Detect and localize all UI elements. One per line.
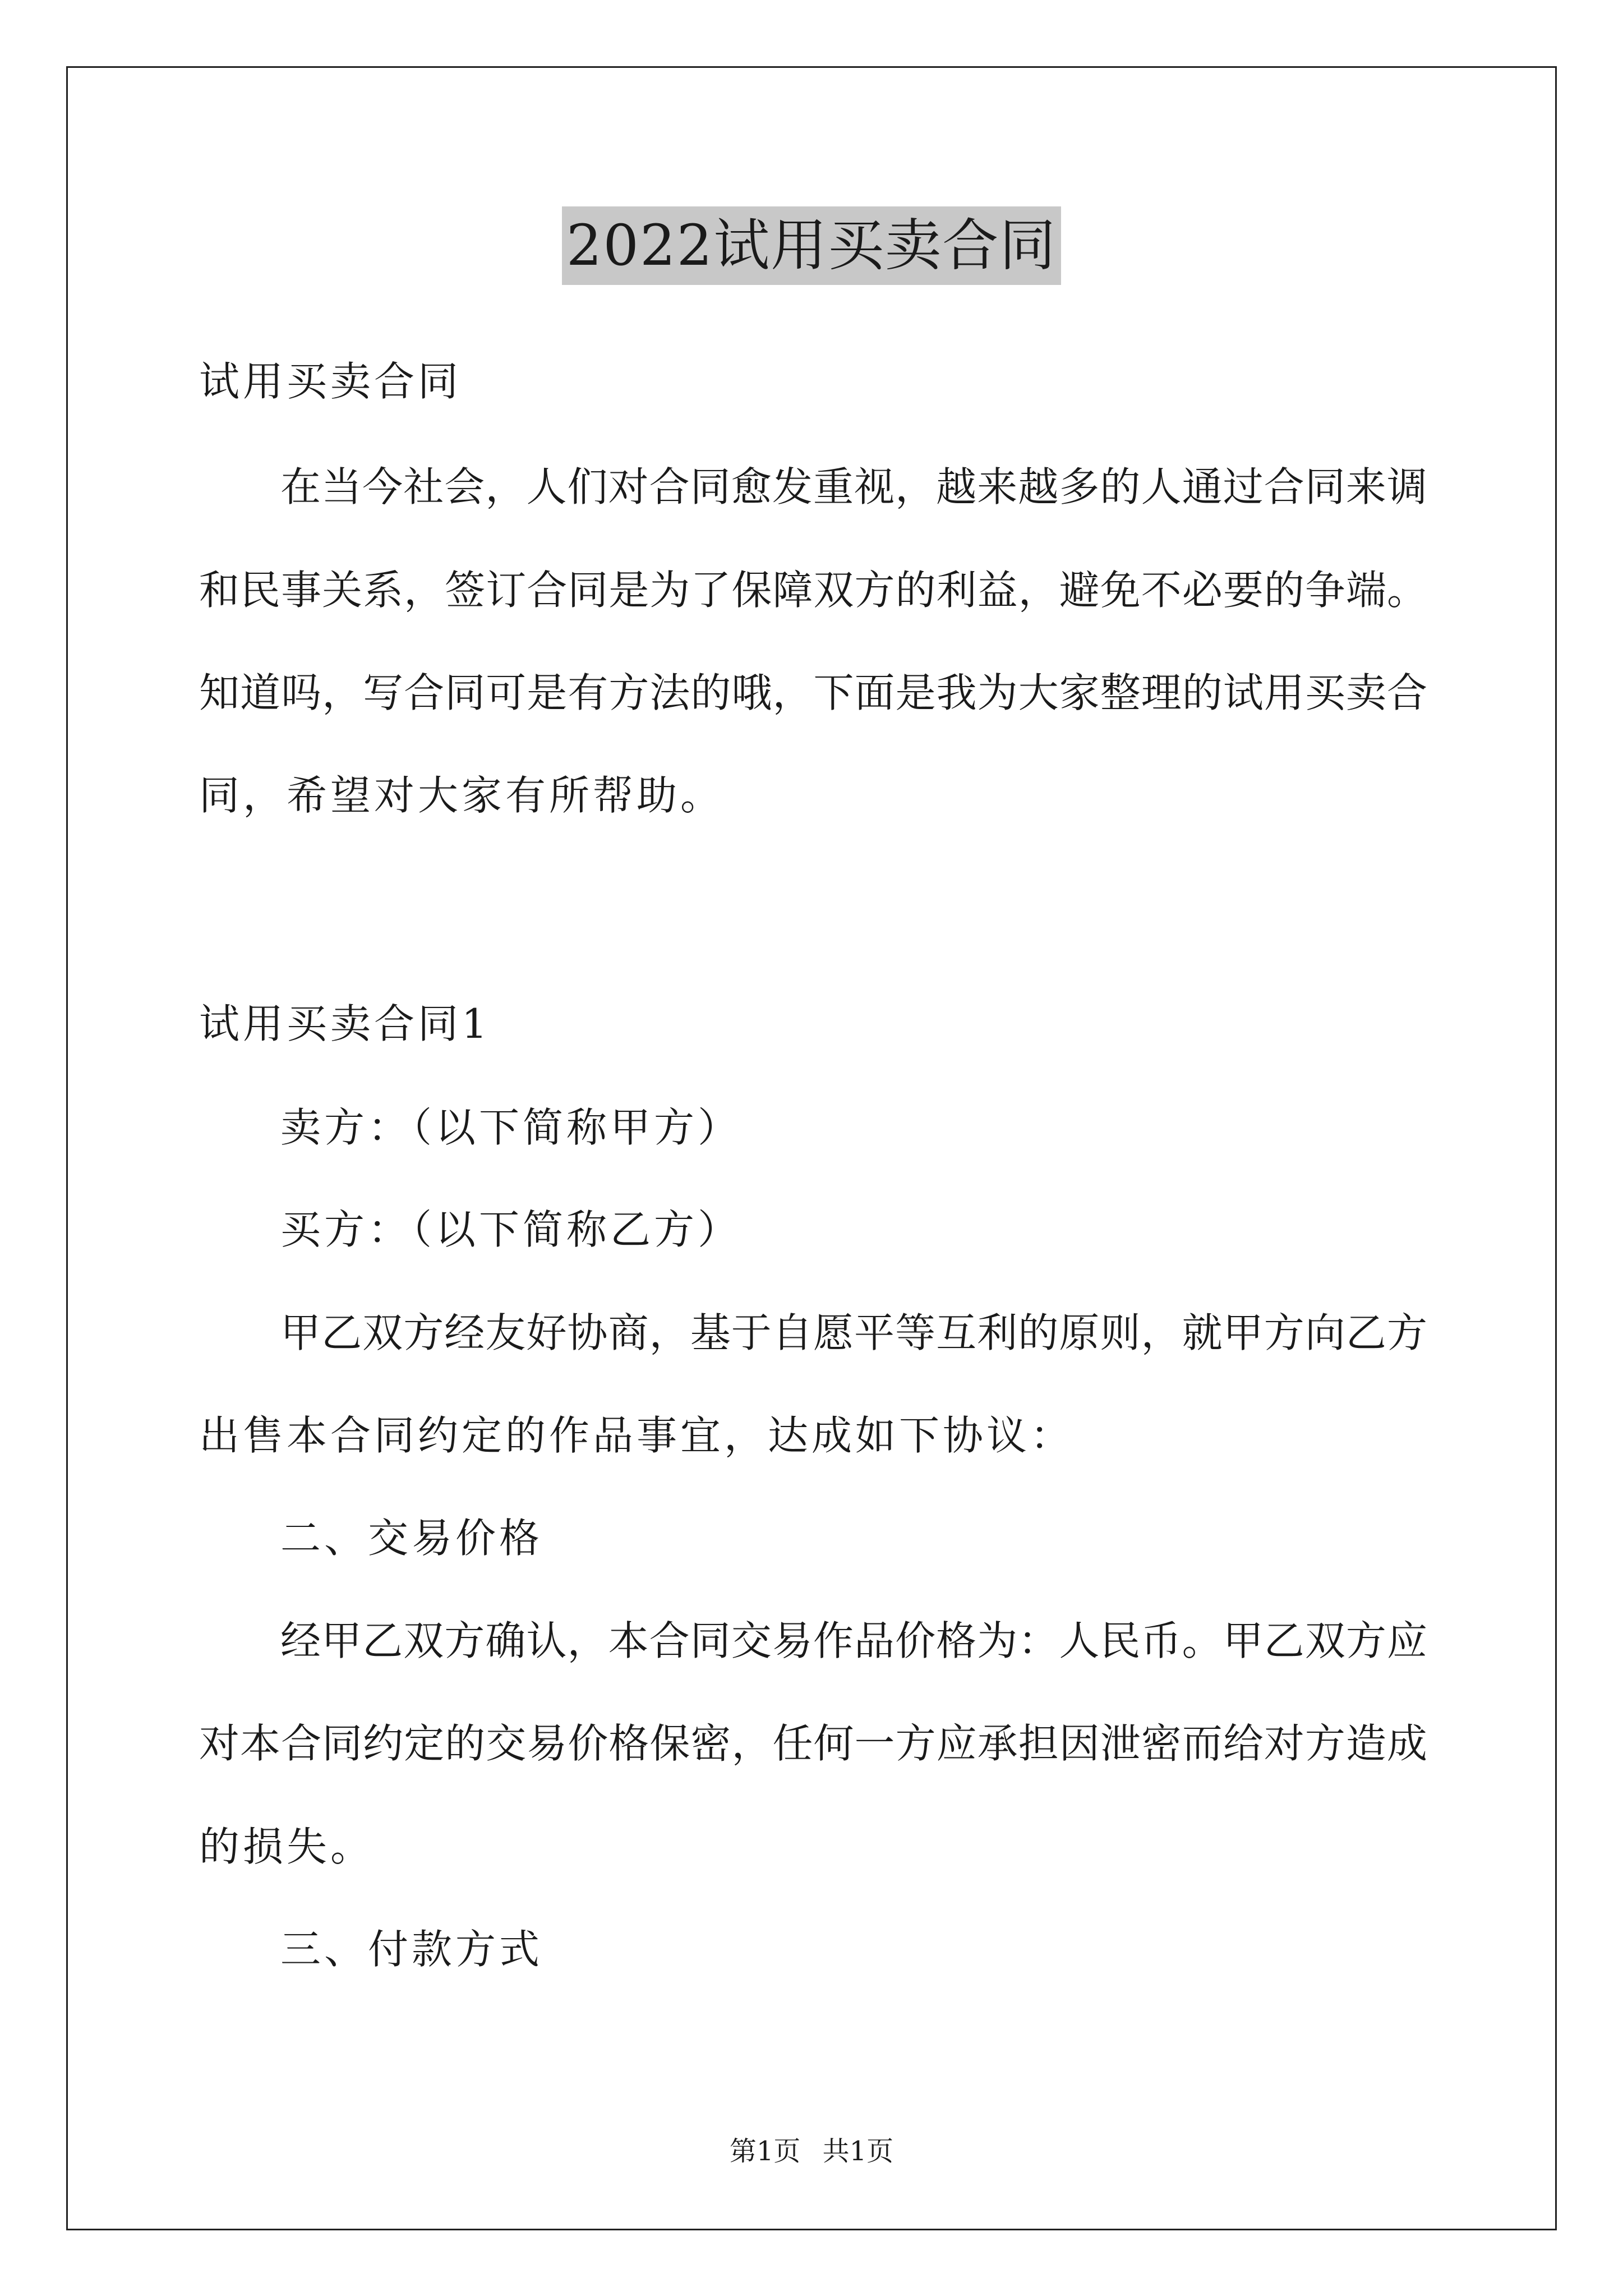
- intro-line-4: 同，希望对大家有所帮助。: [199, 772, 725, 819]
- section-2-line-3: 的损失。: [199, 1823, 375, 1870]
- document-title: 2022试用买卖合同: [562, 206, 1062, 285]
- section-2-title: 二、交易价格: [280, 1515, 543, 1562]
- page-number: 第1页: [729, 2136, 801, 2167]
- agreement-line-1: 甲乙双方经友好协商，基于自愿平等互利的原则，就甲方向乙方: [280, 1309, 1427, 1356]
- section-3-title: 三、付款方式: [280, 1926, 543, 1973]
- buyer-line: 买方：（以下简称乙方）: [280, 1206, 742, 1253]
- section-2-line-2: 对本合同约定的交易价格保密，任何一方应承担因泄密而给对方造成: [199, 1720, 1427, 1767]
- agreement-line-2: 出售本合同约定的作品事宜，达成如下协议：: [199, 1412, 1075, 1459]
- title-container: [0, 206, 1623, 285]
- intro-line-1: 在当今社会，人们对合同愈发重视，越来越多的人通过合同来调: [280, 463, 1427, 510]
- seller-line: 卖方：（以下简称甲方）: [280, 1104, 742, 1151]
- heading-main: 试用买卖合同: [199, 358, 462, 405]
- intro-line-3: 知道吗，写合同可是有方法的哦，下面是我为大家整理的试用买卖合: [199, 669, 1427, 716]
- page-footer: [0, 2132, 1623, 2171]
- section-2-line-1: 经甲乙双方确认，本合同交易作品价格为：人民币。甲乙双方应: [280, 1617, 1427, 1664]
- intro-line-2: 和民事关系，签订合同是为了保障双方的利益，避免不必要的争端。: [199, 567, 1427, 614]
- heading-contract-1: 试用买卖合同1: [199, 1000, 491, 1047]
- page-total: 共1页: [822, 2136, 894, 2167]
